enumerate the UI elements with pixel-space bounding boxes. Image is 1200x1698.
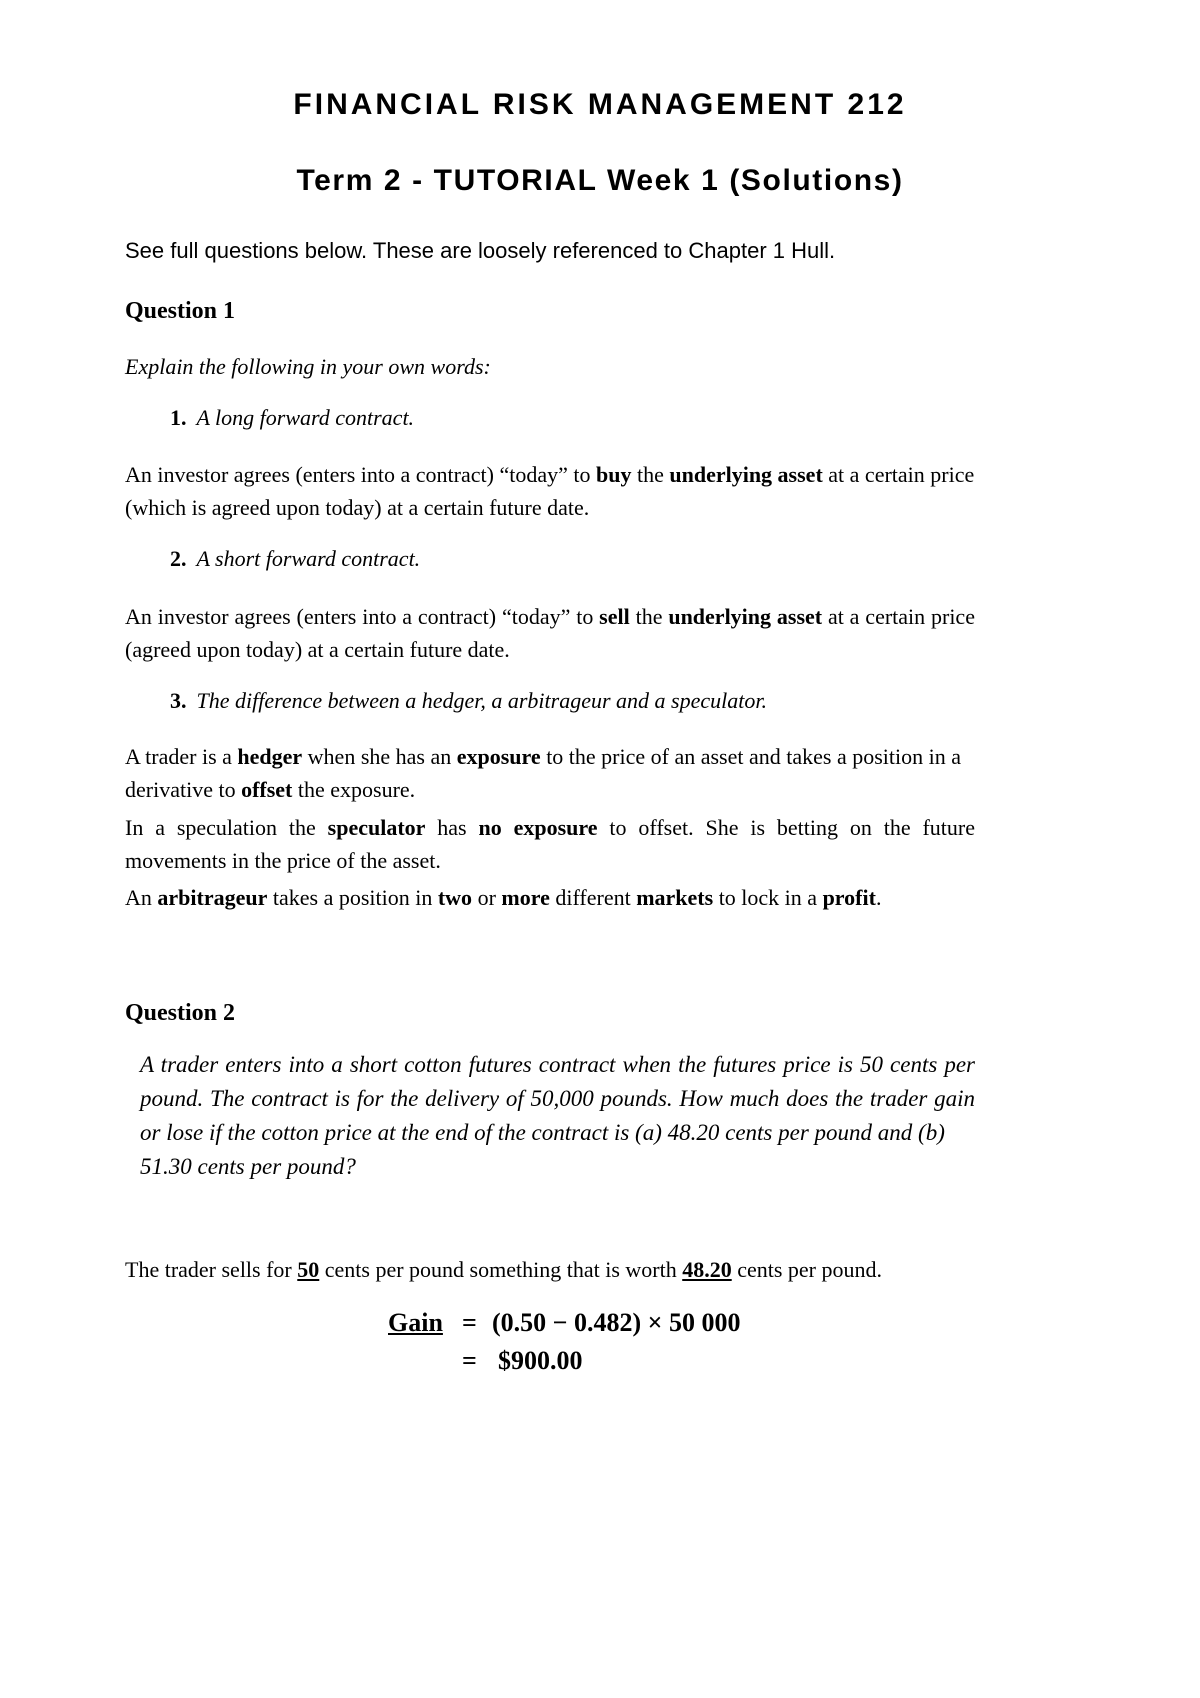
list-item-text: A long forward contract.	[196, 405, 415, 430]
equation-expression: (0.50 − 0.482) × 50 000	[492, 1308, 741, 1337]
list-item-2	[170, 546, 420, 572]
answer-long-forward: An investor agrees (enters into a contract) “today” to buy the underlying asset at a certain price (which is agreed upon today) at a certain future date.	[125, 462, 975, 520]
equation-label: Gain	[388, 1308, 443, 1337]
answer-hedger: A trader is a hedger when she has an exposure to the price of an asset and takes a position in a derivative to offset the exposure.	[125, 744, 962, 802]
list-item-text: The difference between a hedger, a arbitrageur and a speculator.	[196, 688, 767, 713]
answer-arbitrageur: An arbitrageur takes a position in two or more different markets to lock in a profit.	[125, 885, 882, 910]
equation-equals-2: =	[462, 1346, 477, 1375]
list-item-1	[170, 405, 414, 431]
list-item-number: 2.	[170, 546, 187, 571]
list-item-number: 3.	[170, 688, 187, 713]
equation-equals-1: =	[462, 1308, 477, 1337]
answer-short-forward: An investor agrees (enters into a contract) “today” to sell the underlying asset at a certain price (agreed upon today) at a certain future date.	[125, 604, 975, 662]
list-item-3	[170, 688, 767, 714]
equation-result: $900.00	[498, 1346, 583, 1375]
answer-q2-part-a: The trader sells for 50 cents per pound something that is worth 48.20 cents per pound.	[125, 1257, 883, 1282]
document-subtitle: Term 2 - TUTORIAL Week 1 (Solutions)	[296, 164, 904, 197]
question-2-text: A trader enters into a short cotton futures contract when the futures price is 50 cents per pound. The contract is for the delivery of 50,000 pounds. How much does the trader gain or lose if the cotton price at the end of the contract is (a) 48.20 cents per pound and (b) 51.30 cents per pound?	[140, 1052, 975, 1179]
list-item-number: 1.	[170, 405, 187, 430]
answer-speculator: In a speculation the speculator has no exposure to offset. She is betting on the future movements in the price of the asset.	[125, 815, 976, 873]
intro-text: See full questions below. These are loosely referenced to Chapter 1 Hull.	[125, 238, 836, 263]
list-item-text: A short forward contract.	[196, 546, 421, 571]
question-1-prompt: Explain the following in your own words:	[125, 354, 491, 379]
document-title: FINANCIAL RISK MANAGEMENT 212	[293, 88, 907, 121]
question-2-heading: Question 2	[125, 1000, 236, 1026]
question-1-heading: Question 1	[125, 298, 236, 324]
